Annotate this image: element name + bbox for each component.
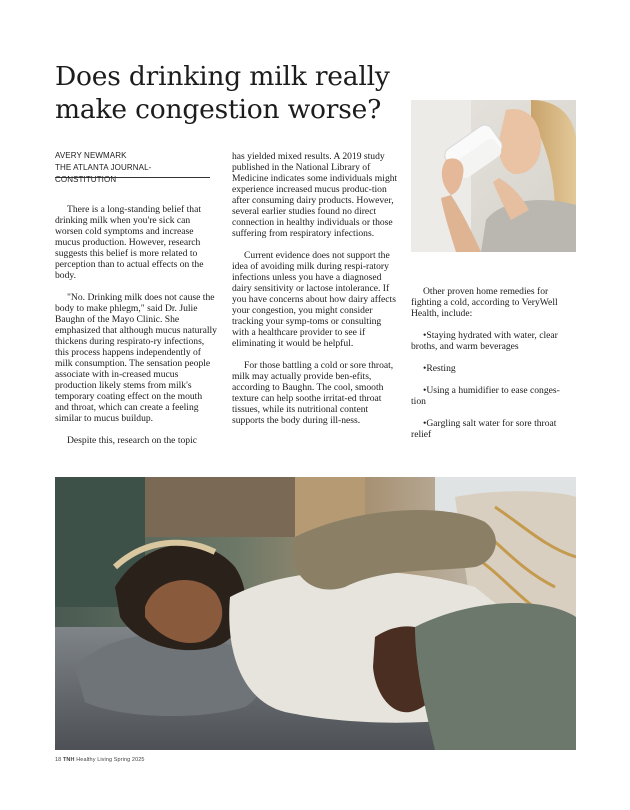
- article-title: Does drinking milk really make congestion worse?: [55, 61, 390, 125]
- footer-brand: TNH: [62, 757, 75, 763]
- article-column-1: [55, 204, 218, 457]
- byline-divider: [55, 177, 210, 178]
- paragraph: For those battling a cold or sore throat, milk may actually provide ben-efits, according to Baughn. The cool, smooth texture can help soothe irritat-ed throat tissues, while its nutritional content supports the body during ill-ness.: [232, 360, 394, 426]
- remedy-item: •Gargling salt water for sore throat relief: [411, 418, 557, 440]
- page-footer: [55, 757, 145, 763]
- paragraph: There is a long-standing belief that drinking milk when you're sick can worsen cold symptoms and increase mucus production. However, research suggests this belief is more related to perception than to actual effects on the body.: [55, 204, 204, 281]
- paragraph: Despite this, research on the topic: [67, 435, 198, 446]
- paragraph: Current evidence does not support the idea of avoiding milk during respi-ratory infections unless you have a diagnosed dairy sensitivity or lactose intolerance. If you have concerns about how dairy affects your congestion, you might consider tracking your symp-toms or consulting with a healthcare provider to see if eliminating it would be helpful.: [232, 250, 396, 349]
- page-number: 18: [55, 757, 62, 763]
- sick-woman-on-couch-photo: [55, 477, 576, 750]
- article-column-2: [232, 151, 398, 437]
- footer-issue: Healthy Living Spring 2025: [76, 757, 145, 763]
- paragraph: has yielded mixed results. A 2019 study published in the National Library of Medicine indicates some individuals might experience increased mucus produc-tion after consuming dairy products. However, several earlier studies found no direct connection in healthy individuals or those suffering from respiratory infections.: [232, 151, 398, 239]
- remedies-intro: Other proven home remedies for fighting a cold, according to VeryWell Health, include:: [411, 286, 558, 319]
- publication-name: THE ATLANTA JOURNAL-CONSTITUTION: [55, 163, 152, 184]
- paragraph: "No. Drinking milk does not cause the body to make phlegm," said Dr. Julie Baughn of the Mayo Clinic. She emphasized that although mucus naturally thickens during respirato-ry infections, this process happens independently of milk consumption. The sensation people associate with in-creased mucus production likely stems from milk's temporary coating effect on the mouth and throat, which can create a feeling similar to mucus buildup.: [55, 292, 217, 424]
- article-column-3: [411, 286, 574, 451]
- byline: [55, 150, 210, 186]
- remedy-item: •Staying hydrated with water, clear broths, and warm beverages: [411, 330, 558, 352]
- woman-drinking-milk-photo: [411, 100, 576, 252]
- remedy-item: •Resting: [423, 363, 456, 374]
- remedy-item: •Using a humidifier to ease conges-tion: [411, 385, 560, 407]
- author-name: AVERY NEWMARK: [55, 151, 127, 160]
